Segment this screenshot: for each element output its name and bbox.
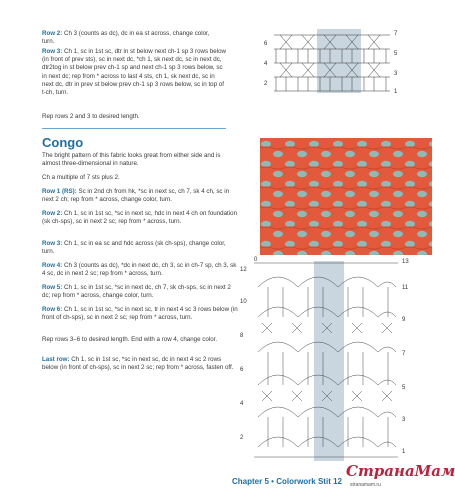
chart-label-right: 7: [402, 351, 406, 357]
chart-label-right: 5: [394, 51, 398, 57]
footer-chapter: Chapter 5: [232, 477, 269, 486]
footer-section: Colorwork Stit: [276, 477, 331, 486]
chart-label-right: 7: [394, 31, 398, 37]
congo-row4: Row 4: Ch 3 (counts as dc), *dc in next dc, ch 3, sc in ch-7 sp, ch 3, sk 4 sc, dc in next 2 sc; rep from * across, turn.: [42, 262, 237, 278]
top-repeat: Rep rows 2 and 3 to desired length.: [42, 113, 140, 120]
congo-intro: The bright pattern of this fabric looks great from either side and is almost three-dimensional in nature.: [42, 152, 221, 168]
chart-label-left: 6: [240, 367, 244, 373]
chart-label-left: 2: [264, 81, 268, 87]
congo-row3: Row 3: Ch 1, sc in ea sc and hdc across (sk ch-sps), change color, turn.: [42, 240, 226, 256]
footer-page-number: 12: [333, 477, 342, 486]
site-watermark: [340, 454, 455, 498]
page-footer: [232, 477, 342, 486]
chart-label-right: 9: [402, 317, 406, 323]
section-title: Congo: [42, 135, 84, 150]
chart-label-left: 4: [264, 61, 268, 67]
congo-last-row: Last row: Ch 1, sc in 1st sc, *sc in next sc, dc in next 4 sc 2 rows below (in front of ch-sps), sc in next 2 sc; rep from * across, fasten off.: [42, 356, 234, 372]
section-divider: [42, 128, 226, 129]
fabric-swatch-photo: [260, 138, 432, 255]
chart-label-right: 3: [402, 417, 406, 423]
chart-label-left: 12: [240, 267, 247, 273]
chart-label-right: 5: [402, 385, 406, 391]
top-row3: Row 3: Ch 1, sc in 1st sc, dtr in st below next ch-1 sp 3 rows below (in front of prev sts), sc in next dc, *ch 1, sk next dc, sc in next dc, dtr2tog in st below prev ch-1 sp and next ch-1 sp 3 rows below, sc in next dc; rep from * across to last 4 sts, ch 1, sk next dc, sc in next dc, dtr in prev st below prev ch-1 sp 3 rows below, sc in top of t-ch, turn.: [42, 48, 226, 97]
chart-label-left: 6: [264, 41, 268, 47]
chart-label-right: 11: [402, 285, 409, 291]
chart-shade: [314, 261, 344, 461]
chart-label-right: 3: [394, 71, 398, 77]
congo-multiple: Ch a multiple of 7 sts plus 2.: [42, 174, 120, 181]
chart-label-left: 8: [240, 333, 244, 339]
footer-bullet: •: [271, 477, 274, 486]
chart-corner-label: 0: [254, 257, 258, 263]
chart-label-right: 1: [402, 449, 406, 455]
congo-row1: Row 1 (RS): Sc in 2nd ch from hk, *sc in next sc, ch 7, sk 4 ch, sc in next 2 ch; rep from * across, change color, turn.: [42, 188, 230, 204]
chart-label-right: 13: [402, 259, 409, 265]
congo-row5: Row 5: Ch 1, sc in 1st sc, *sc in next dc, ch 7, sk ch-sps, sc in next 2 dc; rep from * across, change color, turn.: [42, 284, 231, 300]
congo-stitch-chart: [238, 257, 414, 467]
top-stitch-chart: [262, 27, 402, 99]
congo-repeat: Rep rows 3–6 to desired length. End with a row 4, change color.: [42, 336, 218, 343]
congo-row6: Row 6: Ch 1, sc in 1st sc, *sc in next sc, tr in next 4 sc 3 rows below (in front of ch-sps), sc in next 2 sc; rep from * across, turn.: [42, 306, 238, 322]
chart-label-left: 4: [240, 401, 244, 407]
chart-label-right: 1: [394, 89, 398, 95]
watermark-url: stranamam.ru: [350, 482, 381, 488]
watermark-logo-text: СтранаМам: [346, 462, 455, 480]
chart-label-left: 2: [240, 435, 244, 441]
congo-row2: Row 2: Ch 1, sc in 1st sc, *sc in next sc, hdc in next 4 ch on foundation (sk ch-sps), sc in next 2 sc; rep from * across, turn.: [42, 210, 238, 226]
chart-shade: [317, 29, 361, 93]
chart-label-left: 10: [240, 299, 247, 305]
top-row2: Row 2: Ch 3 (counts as dc), dc in ea st across, change color, turn.: [42, 30, 210, 46]
